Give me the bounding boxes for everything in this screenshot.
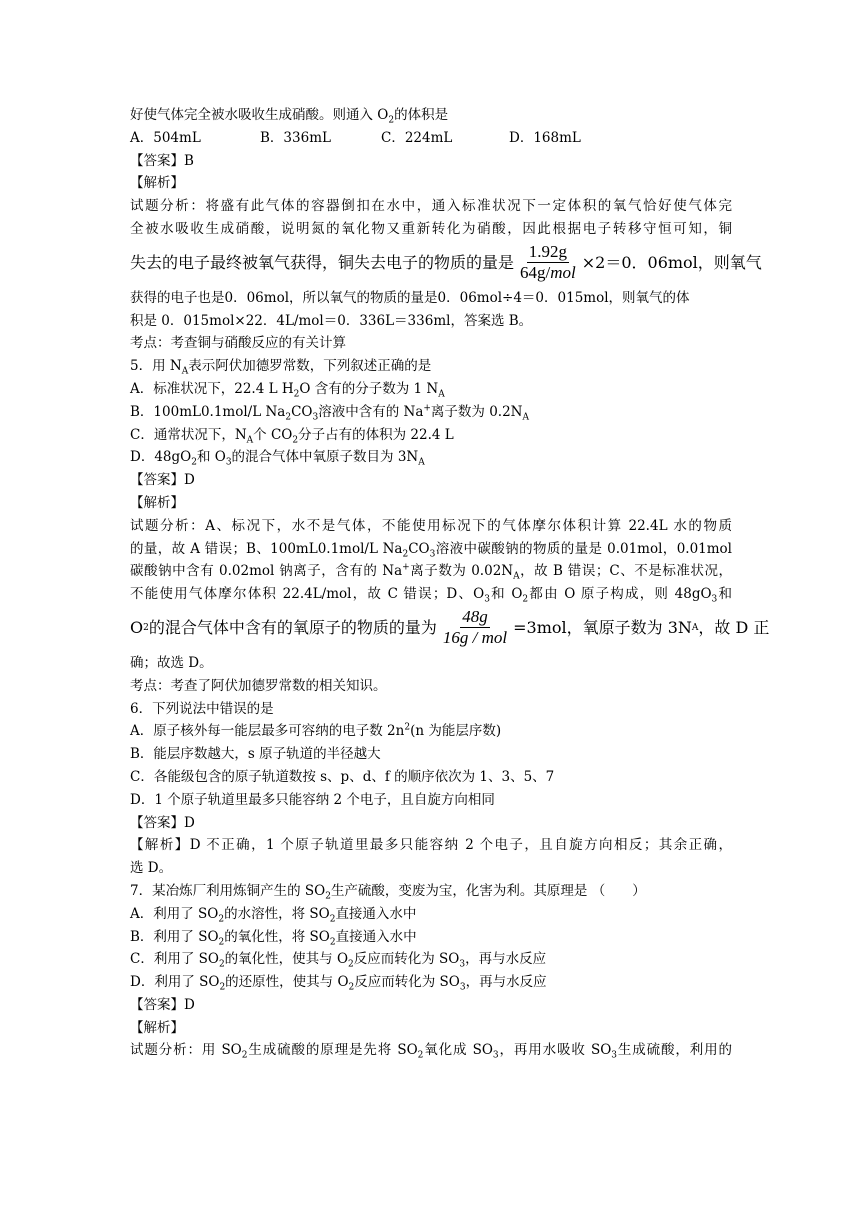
q7-option-c: C．利用了 $SO_2$的氧化性，使其与 $O_2$反应而转化为 $SO_3$，再与水反应 bbox=[130, 951, 547, 970]
q6-option-d: D．1 个原子轨道里最多只能容纳 2 个电子，且自旋方向相同 bbox=[130, 791, 495, 808]
q4-option-a: A．504mL bbox=[130, 129, 201, 146]
q4-analysis-line: 全被水吸收生成硝酸，说明氮的氧化物又重新转化为硝酸，因此根据电子转移守恒可知，铜 bbox=[130, 220, 732, 237]
q4-analysis-fraction-line: 失去的电子最终被氧气获得，铜失去电子的物质的量是 $\frac{1.92g}{\text{64g/mol}}$ ×2＝0．06mol，则氧气 bbox=[130, 242, 762, 283]
q4-kaodian: 考点：考查铜与硝酸反应的有关计算 bbox=[130, 335, 346, 352]
q7-answer: 【答案】D bbox=[130, 996, 195, 1013]
q7-option-b: B．利用了 $SO_2$的氧化性，将 $SO_2$直接通入水中 bbox=[130, 928, 417, 948]
q4-options bbox=[130, 127, 732, 150]
q5-analysis-line: 确；故选 D。 bbox=[130, 654, 213, 671]
q7-stem: 7．某冶炼厂利用炼铜产生的 $SO_2$生产硫酸，变废为宝，化害为利。其原理是 （ ） bbox=[130, 882, 646, 902]
q5-analysis-line: 不能使用气体摩尔体积 22.4L/mol，故 C 错误；D、$O_3$和 $O_2$都由 O 原子构成，则 $48gO_3$和 bbox=[130, 586, 732, 605]
q4-analysis-line: 试题分析：将盛有此气体的容器倒扣在水中，通入标准状况下一定体积的氧气恰好使气体完 bbox=[130, 198, 732, 215]
q7-option-d: D．利用了 $SO_2$的还原性，使其与 $O_2$反应而转化为 $SO_3$，再与水反应 bbox=[130, 974, 547, 993]
q4-analysis-line: 积是 0．015mol×22．4L/mol＝0．336L＝336ml，答案选 B。 bbox=[130, 312, 533, 329]
q7-analysis-line: 试题分析：用 $SO_2$生成硫酸的原理是先将 $SO_2$氧化成 $SO_3$，再用水吸收 $SO_3$生成硫酸，利用的 bbox=[130, 1042, 733, 1062]
q4-stem-tail: 好使气体完全被水吸收生成硝酸。则通入 $O_2$的体积是 bbox=[130, 107, 449, 126]
q5-option-a: A．标准状况下，22.4 L $H_2O$ 含有的分子数为 1 $N_A$ bbox=[130, 380, 445, 400]
q5-option-d: D．$48gO_2$和 $O_3$的混合气体中氧原子数目为 $3N_A$ bbox=[130, 449, 425, 469]
q5-analysis-label: 【解析】 bbox=[130, 494, 184, 511]
q6-answer: 【答案】D bbox=[130, 814, 195, 831]
q6-option-c: C．各能级包含的原子轨道数按 s、p、d、f 的顺序依次为 1、3、5、7 bbox=[130, 768, 555, 785]
document-page bbox=[130, 104, 770, 1062]
q6-option-a: A．原子核外每一能层最多可容纳的电子数 $2n^2(n$ 为能层序数) bbox=[130, 722, 502, 740]
q6-analysis-line: 【解析】D 不正确，1 个原子轨道里最多只能容纳 2 个电子，且自旋方向相反；其余正确， bbox=[130, 837, 732, 854]
q5-option-c: C．通常状况下，$N_A$个 $CO_2$分子占有的体积为 22.4 L bbox=[130, 426, 454, 446]
q6-stem: 6．下列说法中错误的是 bbox=[130, 700, 274, 717]
q4-analysis-label: 【解析】 bbox=[130, 175, 184, 192]
q4-fraction: $\frac{1.92g}{\text{64g/mol}}$ bbox=[520, 242, 576, 283]
q5-option-b: B．100mL0.1mol/L $Na_2CO_3$溶液中含有的 Na+离子数为 $0.2N_A$ bbox=[130, 403, 529, 423]
q5-analysis-line: 的量，故 A 错误；B、100mL0.1mol/L $Na_2CO_3$溶液中碳酸钠的物质的量是 0.01mol，0.01mol bbox=[130, 540, 732, 560]
q5-answer: 【答案】D bbox=[130, 472, 195, 489]
q5-kaodian: 考点：考查了阿伏加德罗常数的相关知识。 bbox=[130, 677, 387, 694]
q7-option-a: A．利用了 $SO_2$的水溶性，将 $SO_2$直接通入水中 bbox=[130, 905, 417, 925]
q4-option-b: B．336mL bbox=[260, 129, 331, 146]
q5-stem: 5．用 $N_A$表示阿伏加德罗常数，下列叙述正确的是 bbox=[130, 358, 432, 377]
q4-option-c: C．224mL bbox=[381, 129, 453, 146]
q4-option-d: D．168mL bbox=[509, 129, 581, 146]
q4-answer: 【答案】B bbox=[130, 152, 194, 169]
q7-analysis-label: 【解析】 bbox=[130, 1019, 184, 1036]
q5-analysis-line: 碳酸钠中含有 0.02mol 钠离子，含有的 Na+离子数为 $0.02N_A$，故 B 错误；C、不是标准状况， bbox=[130, 562, 732, 583]
q6-analysis-line: 选 D。 bbox=[130, 860, 173, 877]
q5-analysis-line: 试题分析：A、标况下，水不是气体，不能使用标况下的气体摩尔体积计算 22.4L 水的物质 bbox=[130, 517, 732, 534]
q5-analysis-fraction-line: O 2 的混合气体中含有的氧原子的物质的量为 $\frac{48g}{\text{16g / mol}}$ =3mol，氧原子数为 3N A ，故 D 正 bbox=[130, 607, 770, 648]
q6-option-b: B．能层序数越大，s 原子轨道的半径越大 bbox=[130, 746, 381, 763]
q5-fraction: $\frac{48g}{\text{16g / mol}}$ bbox=[442, 607, 508, 648]
q4-analysis-line: 获得的电子也是0．06mol，所以氧气的物质的量是0．06mol÷4＝0．015mol，则氧气的体 bbox=[130, 289, 690, 306]
